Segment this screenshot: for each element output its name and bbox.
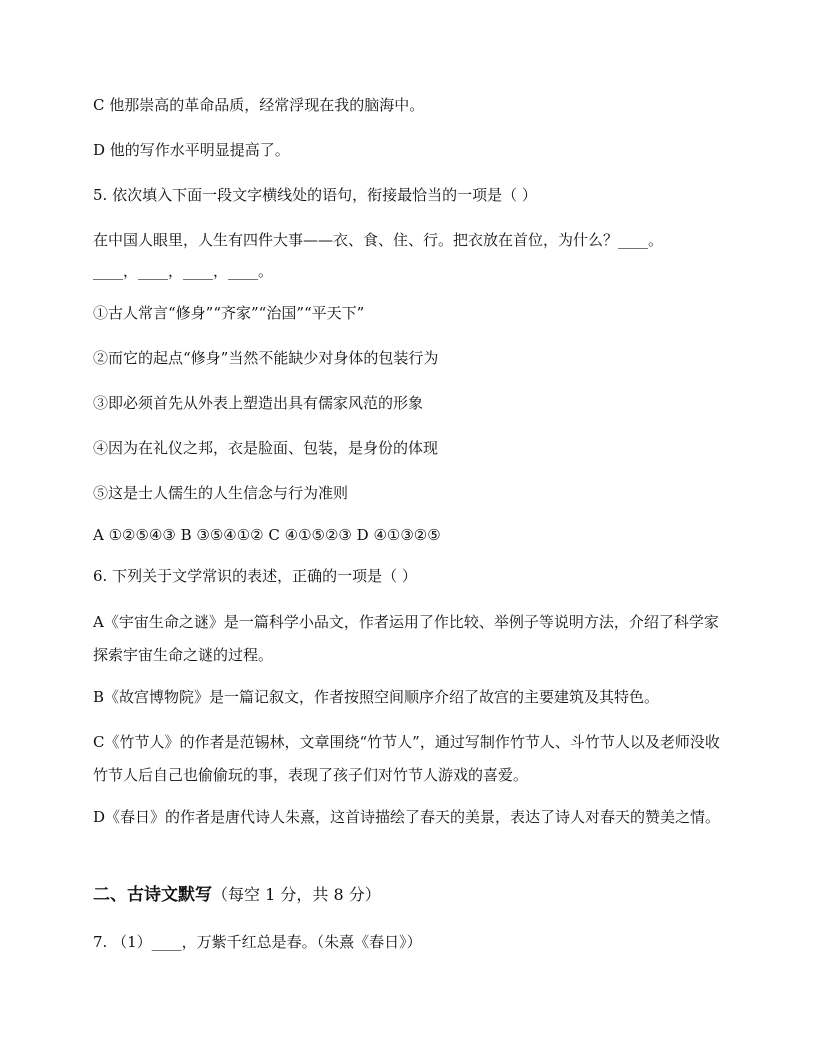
q5-options: A ①②⑤④③ B ③⑤④①② C ④①⑤②③ D ④①③②⑤ <box>93 526 441 544</box>
q6-option-d: D《春日》的作者是唐代诗人朱熹，这首诗描绘了春天的美景，表达了诗人对春天的赞美之情。 <box>93 808 721 826</box>
q5-passage-line2: ____，____，____，____。 <box>93 262 274 280</box>
q5-item-5: ⑤这是士人儒生的人生信念与行为准则 <box>93 484 349 502</box>
q5-stem: 5. 依次填入下面一段文字横线处的语句，衔接最恰当的一项是（ ） <box>93 186 537 204</box>
q4-option-c: C 他那崇高的革命品质，经常浮现在我的脑海中。 <box>93 96 425 114</box>
q6-option-a: A《宇宙生命之谜》是一篇科学小品文，作者运用了作比较、举例子等说明方法，介绍了科学家探索宇宙生命之谜的过程。 <box>93 613 719 664</box>
q5-item-4: ④因为在礼仪之邦，衣是脸面、包装，是身份的体现 <box>93 439 439 457</box>
section-2-title: 二、古诗文默写 <box>93 885 212 905</box>
q7-part-1: 7. （1）____，万紫千红总是春。（朱熹《春日》） <box>93 933 422 951</box>
q6-option-b: B《故宫博物院》是一篇记叙文，作者按照空间顺序介绍了故宫的主要建筑及其特色。 <box>93 688 660 706</box>
section-2-score: （每空 1 分，共 8 分） <box>212 885 381 904</box>
section-2-heading <box>93 880 723 910</box>
q6-stem: 6. 下列关于文学常识的表述，正确的一项是（ ） <box>93 567 417 585</box>
q5-passage-line1: 在中国人眼里，人生有四件大事——衣、食、住、行。把衣放在首位，为什么？____。 <box>93 231 664 249</box>
q5-item-3: ③即必须首先从外表上塑造出具有儒家风范的形象 <box>93 394 424 412</box>
q4-option-d: D 他的写作水平明显提高了。 <box>93 141 290 159</box>
q5-item-2: ②而它的起点“修身”当然不能缺少对身体的包装行为 <box>93 349 439 367</box>
q5-item-1: ①古人常言“修身”“齐家”“治国”“平天下” <box>93 304 365 322</box>
q6-option-c: C《竹节人》的作者是范锡林，文章围绕“竹节人”，通过写制作竹节人、斗竹节人以及老师没收竹节人后自己也偷偷玩的事，表现了孩子们对竹节人游戏的喜爱。 <box>93 733 720 784</box>
